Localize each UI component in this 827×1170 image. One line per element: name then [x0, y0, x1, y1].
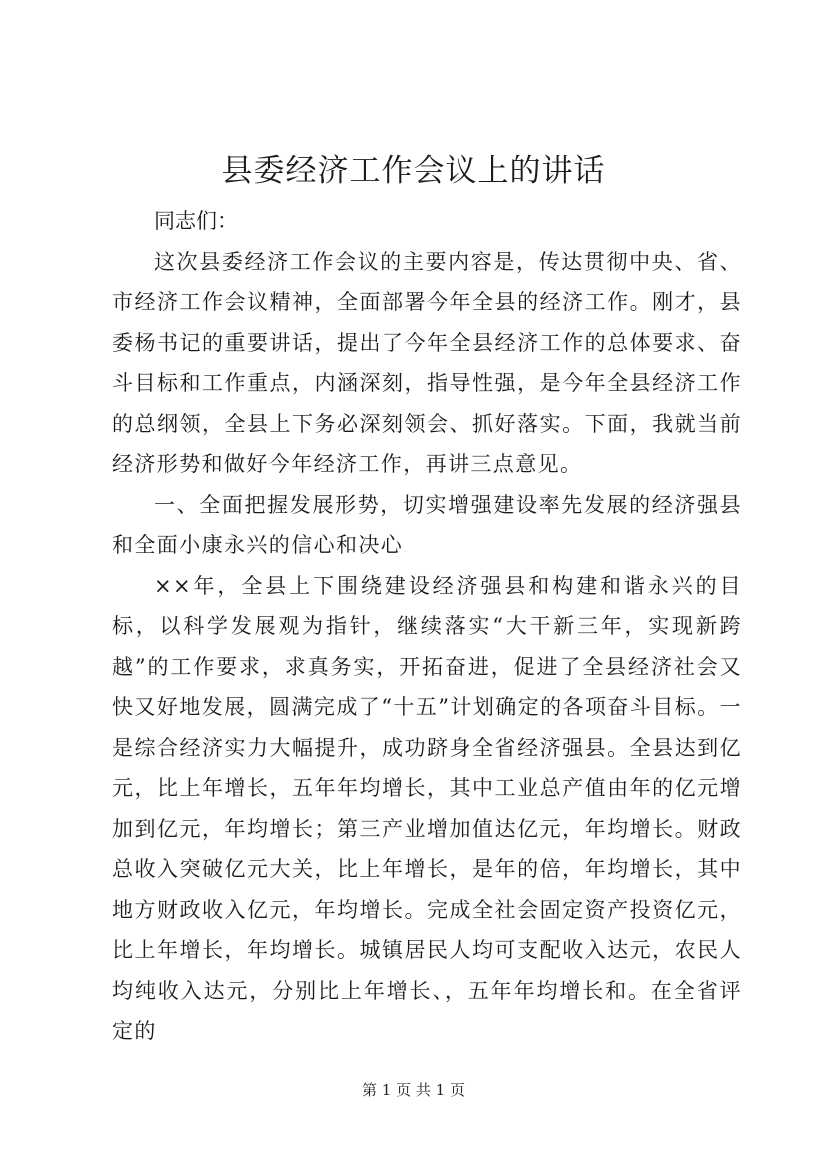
- document-title: 县委经济工作会议上的讲话: [221, 153, 606, 189]
- section-heading-1: 一、全面把握发展形势，切实增强建设率先发展的经济强县和全面小康永兴的信心和决心: [112, 492, 742, 557]
- paragraph-intro: 这次县委经济工作会议的主要内容是，传达贯彻中央、省、市经济工作会议精神，全面部署今年全县的经济工作。刚才，县委杨书记的重要讲话，提出了今年全县经济工作的总体要求、奋斗目标和工作重点，内涵深刻，指导性强，是今年全县经济工作的总纲领，全县上下务必深刻领会、抓好落实。下面，我就当前经济形势和做好今年经济工作，再讲三点意见。: [112, 249, 742, 476]
- document-body: [112, 201, 742, 1052]
- salutation: 同志们：: [154, 209, 238, 233]
- page-footer: 第 1 页 共 1 页: [362, 1081, 465, 1099]
- paragraph-review: ××年，全县上下围绕建设经济强县和构建和谐永兴的目标，以科学发展观为指针，继续落实“大干新三年，实现新跨越”的工作要求，求真务实，开拓奋进，促进了全县经济社会又快又好地发展，圆满完成了“十五”计划确定的各项奋斗目标。一是综合经济实力大幅提升，成功跻身全省经济强县。全县达到亿元，比上年增长，五年年均增长，其中工业总产值由年的亿元增加到亿元，年均增长；第三产业增加值达亿元，年均增长。财政总收入突破亿元大关，比上年增长，是年的倍，年均增长，其中地方财政收入亿元，年均增长。完成全社会固定资产投资亿元，比上年增长，年均增长。城镇居民人均可支配收入达元，农民人均纯收入达元，分别比上年增长、，五年年均增长和。在全省评定的: [112, 573, 742, 1043]
